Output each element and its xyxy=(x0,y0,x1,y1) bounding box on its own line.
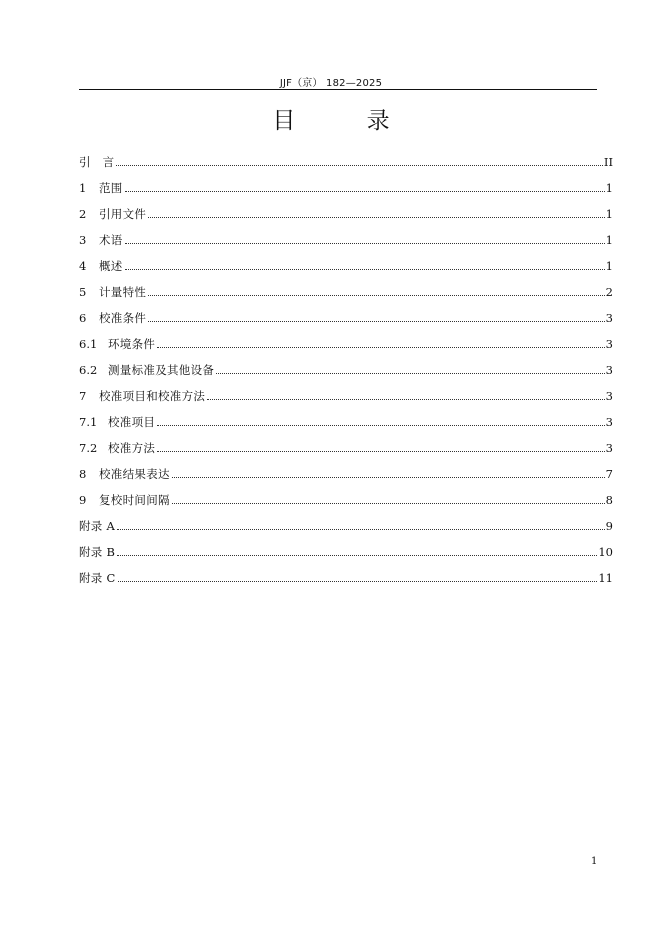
toc-entry-number: 2 xyxy=(79,207,87,221)
toc-entry[interactable] xyxy=(79,414,613,440)
page-title: 目 录 xyxy=(272,108,422,134)
toc-entry-page: 1 xyxy=(605,181,613,195)
toc-entry-title: 复校时间间隔 xyxy=(99,493,170,507)
toc-entry-title: 范围 xyxy=(99,181,123,195)
toc-entry-page: 11 xyxy=(598,571,613,585)
toc-entry[interactable] xyxy=(79,362,613,388)
toc-entry-page: 10 xyxy=(598,545,613,559)
toc-entry-title: 校准项目 xyxy=(108,415,156,429)
toc-entry-title: 概述 xyxy=(99,259,123,273)
page-number: 1 xyxy=(591,856,598,867)
toc-entry-title: 附录 B xyxy=(79,545,116,559)
toc-entry-page: 3 xyxy=(605,311,613,325)
toc-entry-title: 术语 xyxy=(99,233,123,247)
toc-entry-number: 7 xyxy=(79,389,87,403)
toc-leader-dots xyxy=(148,217,604,218)
toc-entry-title: 计量特性 xyxy=(99,285,147,299)
toc-entry-number: 3 xyxy=(79,233,87,247)
toc-entry[interactable] xyxy=(79,154,613,180)
toc-entry-page: 3 xyxy=(605,363,613,377)
toc-entry[interactable] xyxy=(79,284,613,310)
toc-leader-dots xyxy=(157,347,604,348)
toc-entry-title: 校准项目和校准方法 xyxy=(99,389,206,403)
toc-leader-dots xyxy=(172,503,605,504)
toc-entry-page: 1 xyxy=(605,207,613,221)
toc-entry-title: 附录 A xyxy=(79,519,116,533)
toc-entry-number: 7.1 xyxy=(79,415,98,429)
toc-entry-page: 9 xyxy=(605,519,613,533)
toc-entry-title: 测量标准及其他设备 xyxy=(108,363,215,377)
toc-entry-number: 5 xyxy=(79,285,87,299)
toc-entry-page: 8 xyxy=(605,493,613,507)
toc-entry-title: 校准方法 xyxy=(108,441,156,455)
table-of-contents xyxy=(79,154,613,596)
toc-entry[interactable] xyxy=(79,466,613,492)
toc-leader-dots xyxy=(116,165,603,166)
toc-leader-dots xyxy=(148,321,604,322)
toc-leader-dots xyxy=(172,477,605,478)
toc-leader-dots xyxy=(125,243,605,244)
toc-leader-dots xyxy=(216,373,604,374)
toc-leader-dots xyxy=(117,555,597,556)
toc-entry-page: 7 xyxy=(605,467,613,481)
toc-entry-number: 1 xyxy=(79,181,87,195)
toc-entry-number: 6.1 xyxy=(79,337,98,351)
toc-entry[interactable] xyxy=(79,492,613,518)
toc-leader-dots xyxy=(157,451,604,452)
toc-leader-dots xyxy=(148,295,604,296)
toc-entry[interactable] xyxy=(79,336,613,362)
toc-entry-title: 引 言 xyxy=(79,155,115,169)
toc-entry-title: 附录 C xyxy=(79,571,116,585)
toc-entry-title: 校准条件 xyxy=(99,311,147,325)
toc-leader-dots xyxy=(125,191,605,192)
toc-entry-title: 环境条件 xyxy=(108,337,156,351)
toc-entry-title: 校准结果表达 xyxy=(99,467,170,481)
toc-entry[interactable] xyxy=(79,180,613,206)
toc-leader-dots xyxy=(207,399,604,400)
toc-entry-page: 1 xyxy=(605,259,613,273)
toc-entry-page: 3 xyxy=(605,389,613,403)
toc-entry-number: 6.2 xyxy=(79,363,98,377)
toc-entry-number: 4 xyxy=(79,259,87,273)
toc-entry[interactable] xyxy=(79,518,613,544)
toc-entry-page: II xyxy=(603,155,613,169)
toc-leader-dots xyxy=(125,269,605,270)
toc-entry-page: 3 xyxy=(605,441,613,455)
toc-leader-dots xyxy=(157,425,604,426)
toc-entry-number: 6 xyxy=(79,311,87,325)
toc-entry[interactable] xyxy=(79,544,613,570)
toc-entry[interactable] xyxy=(79,258,613,284)
toc-entry-number: 9 xyxy=(79,493,87,507)
toc-entry[interactable] xyxy=(79,440,613,466)
toc-entry-page: 1 xyxy=(605,233,613,247)
toc-entry-number: 7.2 xyxy=(79,441,98,455)
toc-leader-dots xyxy=(117,529,605,530)
toc-entry[interactable] xyxy=(79,570,613,596)
toc-entry-page: 2 xyxy=(605,285,613,299)
header-rule xyxy=(79,89,597,90)
toc-entry[interactable] xyxy=(79,310,613,336)
toc-leader-dots xyxy=(118,581,598,582)
document-code-header: JJF（京） 182—2025 xyxy=(279,78,383,89)
toc-entry[interactable] xyxy=(79,388,613,414)
toc-entry[interactable] xyxy=(79,206,613,232)
toc-entry-number: 8 xyxy=(79,467,87,481)
toc-entry-title: 引用文件 xyxy=(99,207,147,221)
toc-entry-page: 3 xyxy=(605,337,613,351)
toc-entry-page: 3 xyxy=(605,415,613,429)
toc-entry[interactable] xyxy=(79,232,613,258)
